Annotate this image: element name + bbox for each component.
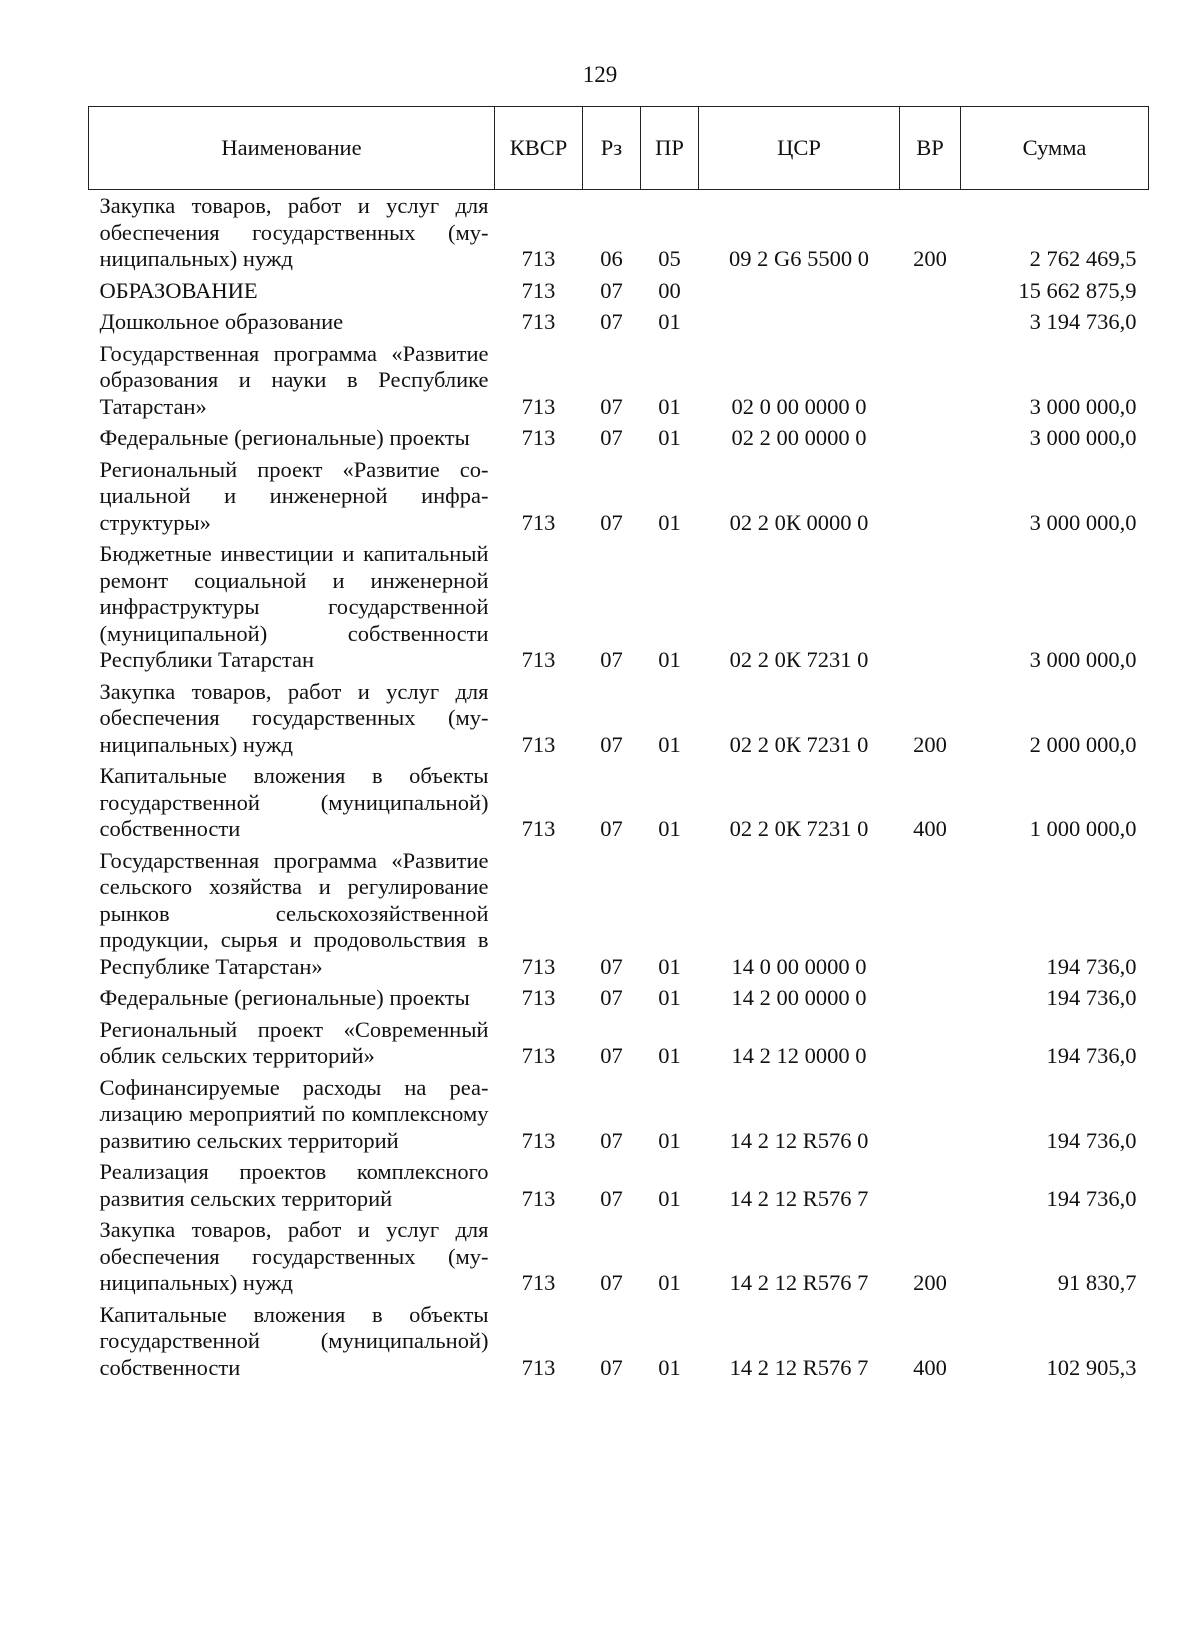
cell-name: Софинансируемые расходы на реализацию мероприятий по комплексному развитию сельских территорий <box>99 1074 489 1153</box>
header-rz: Рз <box>583 107 641 190</box>
cell-pr: 01 <box>658 816 681 841</box>
cell-pr: 01 <box>658 953 681 979</box>
table-row <box>89 848 1149 986</box>
cell-vr <box>900 457 961 542</box>
cell-csr: 14 0 00 0000 0 <box>731 953 867 979</box>
cell-pr: 01 <box>658 1127 681 1153</box>
cell-kvsr: 713 <box>521 985 556 1010</box>
cell-name: Дошкольное образование <box>99 309 344 334</box>
table-row <box>89 763 1149 848</box>
table-row <box>89 1302 1149 1387</box>
table-row <box>89 541 1149 679</box>
cell-pr: 01 <box>658 647 681 672</box>
cell-csr: 02 2 0К 7231 0 <box>729 647 869 672</box>
cell-csr: 09 2 G6 5500 0 <box>729 246 869 271</box>
cell-sum: 3 194 736,0 <box>1029 309 1137 334</box>
cell-sum: 194 736,0 <box>1046 1185 1137 1211</box>
cell-kvsr: 713 <box>521 731 556 757</box>
cell-sum: 1 000 000,0 <box>1029 816 1137 841</box>
cell-name: Федеральные (региональные) проекты <box>99 985 470 1010</box>
cell-kvsr: 713 <box>521 1270 556 1295</box>
table-row <box>89 679 1149 764</box>
table-row <box>89 1075 1149 1160</box>
table-row <box>89 985 1149 1017</box>
cell-name: Капитальные вложения в объекты государственной (муниципальной) собственности <box>99 763 489 841</box>
cell-vr <box>900 985 961 1017</box>
cell-pr: 01 <box>658 731 681 757</box>
cell-kvsr: 713 <box>521 1043 556 1068</box>
cell-csr <box>699 309 900 341</box>
table-row <box>89 278 1149 310</box>
cell-rz: 07 <box>600 425 623 450</box>
cell-rz: 06 <box>600 246 623 271</box>
cell-vr <box>900 541 961 679</box>
header-csr: ЦСР <box>699 107 900 190</box>
cell-vr: 200 <box>913 1270 947 1295</box>
table-row <box>89 309 1149 341</box>
cell-sum: 91 830,7 <box>1057 1270 1137 1295</box>
cell-name: Бюджетные инвестиции и капитальный ремонт социальной и инженерной инфраструктуры государственной (муниципальной) собственности Республики Татарстан <box>99 541 489 672</box>
cell-sum: 15 662 875,9 <box>1018 277 1137 303</box>
header-sum: Сумма <box>961 107 1149 190</box>
cell-sum: 194 736,0 <box>1046 953 1137 979</box>
cell-rz: 07 <box>600 647 623 672</box>
cell-pr: 01 <box>658 309 681 334</box>
cell-rz: 07 <box>600 509 623 535</box>
cell-vr: 200 <box>913 246 947 271</box>
cell-sum: 194 736,0 <box>1046 1127 1137 1153</box>
table-row <box>89 190 1149 278</box>
cell-sum: 2 000 000,0 <box>1029 731 1137 757</box>
cell-kvsr: 713 <box>521 277 556 303</box>
header-pr: ПР <box>641 107 699 190</box>
cell-sum: 3 000 000,0 <box>1029 509 1137 535</box>
cell-vr: 200 <box>913 731 947 757</box>
cell-csr: 14 2 00 0000 0 <box>731 985 867 1010</box>
cell-vr <box>900 341 961 426</box>
cell-sum: 3 000 000,0 <box>1029 425 1137 450</box>
cell-csr: 14 2 12 0000 0 <box>731 1043 867 1068</box>
cell-name: Региональный проект «Современный облик сельских территорий» <box>99 1016 489 1068</box>
cell-sum: 2 762 469,5 <box>1029 246 1137 271</box>
table-header <box>89 107 1149 190</box>
cell-vr <box>900 425 961 457</box>
header-name: Наименование <box>89 107 495 190</box>
cell-pr: 01 <box>658 1185 681 1211</box>
cell-kvsr: 713 <box>521 309 556 334</box>
cell-kvsr: 713 <box>521 425 556 450</box>
cell-pr: 01 <box>658 1043 681 1068</box>
cell-vr <box>900 848 961 986</box>
table-row <box>89 1159 1149 1217</box>
cell-rz: 07 <box>600 1127 623 1153</box>
cell-vr <box>900 309 961 341</box>
header-kvsr: КВСР <box>495 107 583 190</box>
cell-pr: 00 <box>658 277 681 303</box>
cell-kvsr: 713 <box>521 509 556 535</box>
cell-pr: 01 <box>658 985 681 1010</box>
cell-kvsr: 713 <box>521 1354 556 1380</box>
cell-pr: 01 <box>658 425 681 450</box>
cell-csr: 14 2 12 R576 0 <box>729 1127 869 1153</box>
cell-kvsr: 713 <box>521 246 556 271</box>
budget-table <box>88 106 1149 1386</box>
cell-sum: 194 736,0 <box>1046 985 1137 1010</box>
cell-csr: 02 0 00 0000 0 <box>731 393 867 419</box>
table-row <box>89 1217 1149 1302</box>
cell-sum: 3 000 000,0 <box>1029 647 1137 672</box>
table-row <box>89 341 1149 426</box>
cell-sum: 194 736,0 <box>1046 1043 1137 1068</box>
cell-csr: 02 2 0К 7231 0 <box>729 816 869 841</box>
cell-kvsr: 713 <box>521 647 556 672</box>
cell-vr <box>900 1017 961 1075</box>
cell-name: Капитальные вложения в объекты государственной (муниципальной) собственности <box>99 1301 489 1380</box>
cell-vr: 400 <box>913 816 947 841</box>
cell-csr: 02 2 0К 0000 0 <box>729 509 869 535</box>
cell-rz: 07 <box>600 1270 623 1295</box>
cell-name: Закупка товаров, работ и услуг для обеспечения государственных (муниципальных) нужд <box>99 193 489 271</box>
cell-name: ОБРАЗОВАНИЕ <box>99 277 258 303</box>
cell-csr: 02 2 0К 7231 0 <box>729 731 869 757</box>
cell-pr: 01 <box>658 393 681 419</box>
cell-pr: 01 <box>658 509 681 535</box>
table-row <box>89 1017 1149 1075</box>
cell-pr: 01 <box>658 1270 681 1295</box>
cell-kvsr: 713 <box>521 953 556 979</box>
cell-rz: 07 <box>600 1043 623 1068</box>
cell-vr <box>900 1159 961 1217</box>
table-row <box>89 425 1149 457</box>
cell-rz: 07 <box>600 985 623 1010</box>
cell-vr <box>900 278 961 310</box>
cell-pr: 01 <box>658 1354 681 1380</box>
cell-sum: 102 905,3 <box>1046 1354 1137 1380</box>
table-body <box>89 190 1149 1387</box>
cell-kvsr: 713 <box>521 1185 556 1211</box>
cell-kvsr: 713 <box>521 1127 556 1153</box>
cell-name: Государственная программа «Развитие сельского хозяйства и регулирование рынков сельскохозяйственной продукции, сырья и продовольствия в Республике Татарстан» <box>99 847 489 979</box>
cell-vr <box>900 1075 961 1160</box>
cell-name: Федеральные (региональные) проекты <box>99 425 470 450</box>
cell-rz: 07 <box>600 277 623 303</box>
cell-name: Закупка товаров, работ и услуг для обеспечения государственных (муниципальных) нужд <box>99 1217 489 1295</box>
cell-rz: 07 <box>600 1185 623 1211</box>
cell-rz: 07 <box>600 731 623 757</box>
cell-csr: 02 2 00 0000 0 <box>731 425 867 450</box>
cell-rz: 07 <box>600 953 623 979</box>
cell-rz: 07 <box>600 816 623 841</box>
cell-rz: 07 <box>600 309 623 334</box>
cell-vr: 400 <box>913 1354 947 1380</box>
cell-csr: 14 2 12 R576 7 <box>729 1354 869 1380</box>
table-row <box>89 457 1149 542</box>
cell-name: Региональный проект «Развитие социальной и инженерной инфраструктуры» <box>99 456 489 535</box>
cell-csr: 14 2 12 R576 7 <box>729 1270 869 1295</box>
cell-kvsr: 713 <box>521 393 556 419</box>
cell-rz: 07 <box>600 393 623 419</box>
cell-sum: 3 000 000,0 <box>1029 393 1137 419</box>
cell-name: Государственная программа «Развитие образования и науки в Республике Татарстан» <box>99 340 489 419</box>
cell-csr: 14 2 12 R576 7 <box>729 1185 869 1211</box>
cell-kvsr: 713 <box>521 816 556 841</box>
page-number: 129 <box>582 62 618 87</box>
cell-pr: 05 <box>658 246 681 271</box>
cell-rz: 07 <box>600 1354 623 1380</box>
header-vr: ВР <box>900 107 961 190</box>
cell-csr <box>699 278 900 310</box>
cell-name: Реализация проектов комплексного развития сельских территорий <box>99 1159 489 1211</box>
cell-name: Закупка товаров, работ и услуг для обеспечения государственных (муниципальных) нужд <box>99 678 489 757</box>
